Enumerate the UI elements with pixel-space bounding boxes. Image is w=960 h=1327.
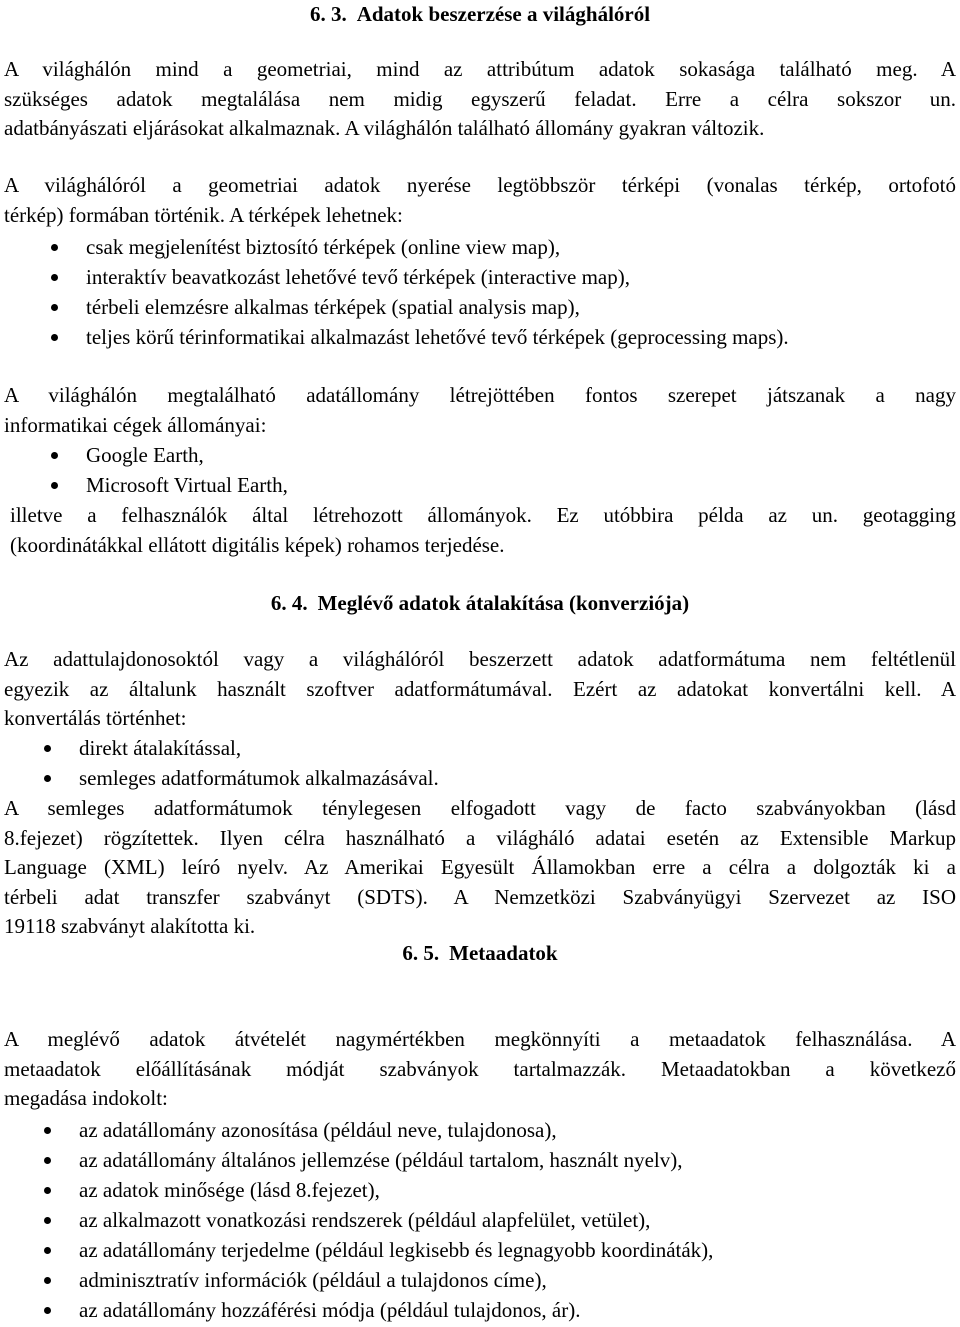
companies-list <box>4 440 956 500</box>
text-line: adatbányászati eljárásokat alkalmaznak. A világhálón található állomány gyakran változik. <box>4 116 765 140</box>
text-line: A meglévő adatok átvételét nagymértékben megkönnyíti a metaadatok felhasználása. A <box>4 1027 956 1051</box>
list-item-text: interaktív beavatkozást lehetővé tevő térképek (interactive map), <box>86 265 631 289</box>
list-item-text: Microsoft Virtual Earth, <box>86 473 288 497</box>
text-line: A világhálóról a geometriai adatok nyerése legtöbbször térképi (vonalas térkép, ortofotó <box>4 173 956 197</box>
bullet-icon <box>44 775 51 782</box>
list-item <box>4 262 956 292</box>
bullet-icon <box>44 745 51 752</box>
text-line: egyezik az általunk használt szoftver adatformátumával. Ezért az adatokat konvertálni kell. A <box>4 676 956 701</box>
section-heading-6-5 <box>4 939 956 968</box>
bullet-icon <box>51 274 58 281</box>
bullet-icon <box>51 304 58 311</box>
text-line: szükséges adatok megtalálása nem midig egyszerű feladat. Erre a célra sokszor un. <box>4 86 956 111</box>
paragraph-companies <box>4 381 956 440</box>
text-line: térbeli adat transzfer szabványt (SDTS). A Nemzetközi Szabványügyi Szervezet az ISO <box>4 884 956 909</box>
list-item-text: direkt átalakítással, <box>79 736 242 760</box>
text-line: A semleges adatformátumok ténylegesen elfogadott vagy de facto szabványokban (lásd <box>4 796 956 820</box>
text-line: megadása indokolt: <box>4 1086 168 1110</box>
bullet-icon <box>51 482 58 489</box>
text-line: 19118 szabványt alakította ki. <box>4 914 256 938</box>
list-item <box>4 1145 956 1175</box>
section-title: Metaadatok <box>449 941 558 965</box>
section-heading-6-4 <box>4 589 956 618</box>
bullet-icon <box>44 1277 51 1284</box>
list-item-text: az adatállomány általános jellemzése (például tartalom, használt nyelv), <box>79 1148 683 1172</box>
paragraph-web-data <box>4 55 956 144</box>
bullet-icon <box>44 1157 51 1164</box>
paragraph-metadata <box>4 1025 956 1114</box>
list-item <box>4 470 956 500</box>
text-line: konvertálás történhet: <box>4 706 187 730</box>
paragraph-geotagging <box>10 501 956 560</box>
list-item <box>4 232 956 262</box>
list-item-text: térbeli elemzésre alkalmas térképek (spatial analysis map), <box>86 295 580 319</box>
list-item-text: csak megjelenítést biztosító térképek (online view map), <box>86 235 561 259</box>
list-item <box>4 733 956 763</box>
bullet-icon <box>44 1127 51 1134</box>
text-line: Language (XML) leíró nyelv. Az Amerikai Egyesült Államokban erre a célra a dolgozták ki a <box>4 855 956 879</box>
list-item-text: az alkalmazott vonatkozási rendszerek (például alapfelület, vetület), <box>79 1208 651 1232</box>
list-item <box>4 322 956 352</box>
list-item <box>4 763 956 793</box>
list-item-text: az adatok minősége (lásd 8.fejezet), <box>79 1178 380 1202</box>
section-title: Meglévő adatok átalakítása (konverziója) <box>317 591 690 615</box>
text-line: A világhálón megtalálható adatállomány létrejöttében fontos szerepet játszanak a nagy <box>4 383 956 407</box>
metadata-items-list <box>4 1115 956 1325</box>
list-item <box>4 1175 956 1205</box>
bullet-icon <box>44 1217 51 1224</box>
map-types-list <box>4 232 956 352</box>
list-item-text: teljes körű térinformatikai alkalmazást lehetővé tevő térképek (geprocessing maps). <box>86 325 789 349</box>
bullet-icon <box>51 244 58 251</box>
bullet-icon <box>44 1247 51 1254</box>
list-item <box>4 292 956 322</box>
list-item <box>4 1115 956 1145</box>
list-item <box>4 1295 956 1325</box>
paragraph-map-forms <box>4 171 956 230</box>
section-number: 6. 5. <box>402 941 440 965</box>
list-item <box>4 1205 956 1235</box>
bullet-icon <box>51 334 58 341</box>
bullet-icon <box>44 1307 51 1314</box>
conversion-methods-list <box>4 733 956 793</box>
bullet-icon <box>51 452 58 459</box>
list-item <box>4 440 956 470</box>
text-line: (koordinátákkal ellátott digitális képek) rohamos terjedése. <box>10 532 505 557</box>
text-line: térkép) formában történik. A térképek lehetnek: <box>4 202 403 227</box>
bullet-icon <box>44 1187 51 1194</box>
text-line: 8.fejezet) rögzítettek. Ilyen célra használható a világháló adatai esetén az Extensible Markup <box>4 825 956 850</box>
section-number: 6. 4. <box>270 591 308 615</box>
list-item-text: adminisztratív információk (például a tulajdonos címe), <box>79 1268 547 1292</box>
paragraph-conversion <box>4 645 956 734</box>
section-number: 6. 3. <box>309 2 347 26</box>
list-item-text: Google Earth, <box>86 443 204 467</box>
list-item <box>4 1265 956 1295</box>
list-item-text: az adatállomány terjedelme (például legkisebb és legnagyobb koordináták), <box>79 1238 714 1262</box>
list-item-text: az adatállomány azonosítása (például neve, tulajdonosa), <box>79 1118 557 1142</box>
paragraph-neutral-formats <box>4 794 956 942</box>
text-line: metaadatok előállításának módját szabványok tartalmazzák. Metaadatokban a következő <box>4 1056 956 1081</box>
section-heading-6-3 <box>4 0 956 29</box>
list-item <box>4 1235 956 1265</box>
list-item-text: semleges adatformátumok alkalmazásával. <box>79 766 439 790</box>
text-line: Az adattulajdonosoktól vagy a világhálóról beszerzett adatok adatformátuma nem feltétlenül <box>4 647 956 671</box>
text-line: A világhálón mind a geometriai, mind az attribútum adatok sokasága található meg. A <box>4 57 956 81</box>
section-title: Adatok beszerzése a világhálóról <box>356 2 651 26</box>
text-line: informatikai cégek állományai: <box>4 412 267 437</box>
list-item-text: az adatállomány hozzáférési módja (például tulajdonos, ár). <box>79 1298 581 1322</box>
text-line: illetve a felhasználók által létrehozott állományok. Ez utóbbira példa az un. geotagging <box>10 503 956 527</box>
